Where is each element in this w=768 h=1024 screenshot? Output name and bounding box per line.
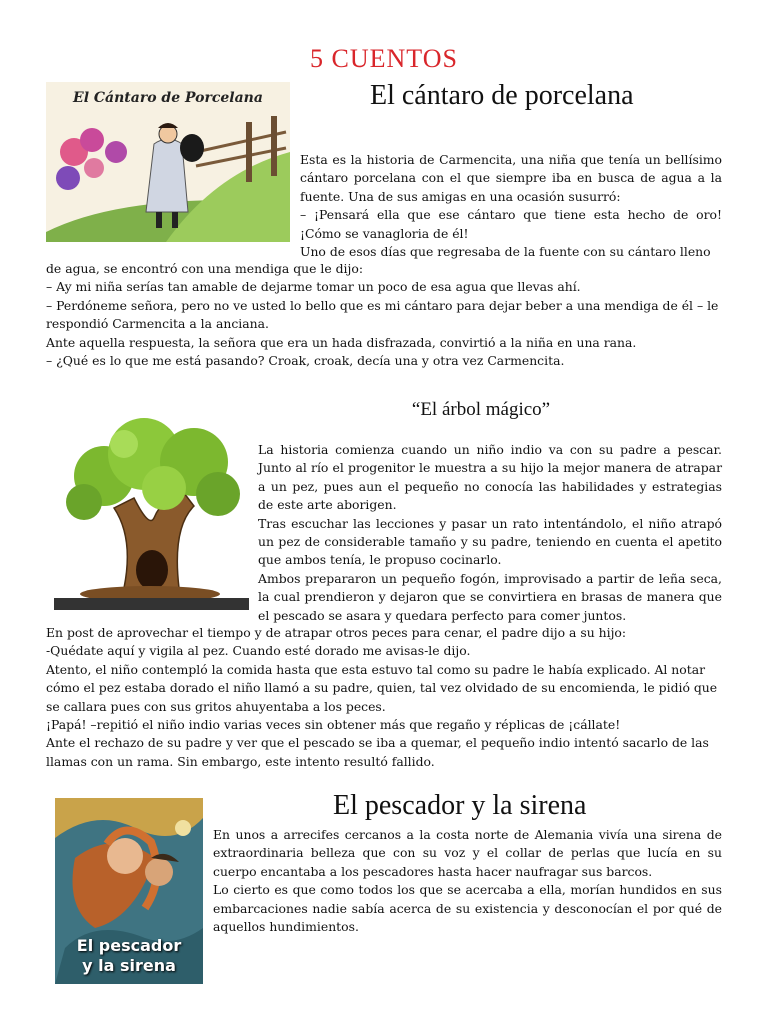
paragraph: Atento, el niño contempló la comida hasta que esta estuvo tal como su padre le había explicado. Al notar cómo el pez estaba dorado el niño llamó a su padre, quien, tal vez olvidado de su encomienda, le pidió que se callara pues con sus gritos ahuyentaba a los peces. — [46, 661, 718, 714]
paragraph: En post de aprovechar el tiempo y de atrapar otros peces para cenar, el padre dijo a su hijo: — [46, 625, 627, 640]
story1-title: El cántaro de porcelana — [370, 80, 634, 111]
paragraph: – ¿Qué es lo que me está pasando? Croak, croak, decía una y otra vez Carmencita. — [46, 353, 565, 369]
paragraph: Ante aquella respuesta, la señora que era un hada disfrazada, convirtió a la niña en una rana. — [46, 334, 637, 350]
story2-title: “El árbol mágico” — [411, 399, 551, 420]
tree-illustration — [54, 398, 249, 610]
paragraph: – ¡Pensará ella que ese cántaro que tiene esta hecho de oro! ¡Cómo se vanagloria de él! — [300, 207, 722, 241]
paragraph: – Ay mi niña serías tan amable de dejarme tomar un poco de esa agua que llevas ahí. — [46, 279, 581, 295]
paragraph: En unos a arrecifes cercanos a la costa norte de Alemania vivía una sirena de extraordinaria belleza que con su voz y el collar de perlas que lucía en su cuerpo encantaba a los pescadores hasta hacer naufragar sus barcos. — [213, 827, 722, 879]
paragraph: de agua, se encontró con una mendiga que le dijo: — [46, 261, 363, 276]
paragraph: La historia comienza cuando un niño indio va con su padre a pescar. Junto al río el progenitor le muestra a su hijo la mejor manera de atrapar a un pez, pues aun el pequeño no conocía las habilidades y estrategias de este arte aborigen. — [258, 442, 722, 513]
paragraph: ¡Papá! –repitió el niño indio varias veces sin obtener más que regaño y réplicas de ¡cállate! — [46, 717, 621, 733]
paragraph: Lo cierto es que como todos los que se acercaba a ella, morían hundidos en sus embarcaciones nadie sabía acerca de su existencia y desconocían el por qué de aquellos hundimientos. — [213, 882, 722, 935]
paragraph: Tras escuchar las lecciones y pasar un rato intentándolo, el niño atrapó un pez de considerable tamaño y su padre, teniendo en cuenta el apetito que ambos tenía, le propuso cocinarlo. — [258, 515, 722, 568]
story3-illustration-caption — [55, 936, 203, 976]
paragraph: Esta es la historia de Carmencita, una niña que tenía un bellísimo cántaro porcelana con el que siempre iba en busca de agua a la fuente. Una de sus amigas en una ocasión susurró: — [300, 152, 722, 204]
paragraph: Ambos prepararon un pequeño fogón, improvisado a partir de leña seca, la cual prendieron y dejaron que se convirtiera en brasas de manera que el pescado se asara y quedara perfecto para comer juntos. — [258, 570, 722, 623]
story3-text — [213, 826, 722, 936]
story3-title: El pescador y la sirena — [333, 790, 587, 821]
story1-text-bottom — [46, 260, 722, 370]
story1-illustration — [46, 82, 290, 242]
caption-line: y la sirena — [82, 956, 176, 975]
paragraph: -Quédate aquí y vigila al pez. Cuando esté dorado me avisas-le dijo. — [46, 643, 471, 659]
paragraph: Ante el rechazo de su padre y ver que el pescado se iba a quemar, el pequeño indio intentó sacarlo de las llamas con un rama. Sin embargo, este intento resultó fallido. — [46, 735, 709, 769]
story1-text-top — [300, 151, 722, 261]
story1-illustration-art — [46, 82, 290, 242]
story2-illustration — [54, 398, 249, 610]
caption-line: El pescador — [76, 936, 182, 955]
story1-illustration-title: El Cántaro de Porcelana — [73, 90, 263, 106]
story2-text-bottom — [46, 624, 722, 771]
paragraph: Uno de esos días que regresaba de la fuente con su cántaro lleno — [300, 244, 711, 260]
paragraph: – Perdóneme señora, pero no ve usted lo bello que es mi cántaro para dejar beber a una mendiga de él – le respondió Carmencita a la anciana. — [46, 297, 719, 332]
main-title: 5 CUENTOS — [310, 44, 458, 73]
story2-text-top — [258, 441, 722, 625]
image-watermark-bar — [54, 598, 249, 610]
story3-illustration — [55, 798, 203, 984]
